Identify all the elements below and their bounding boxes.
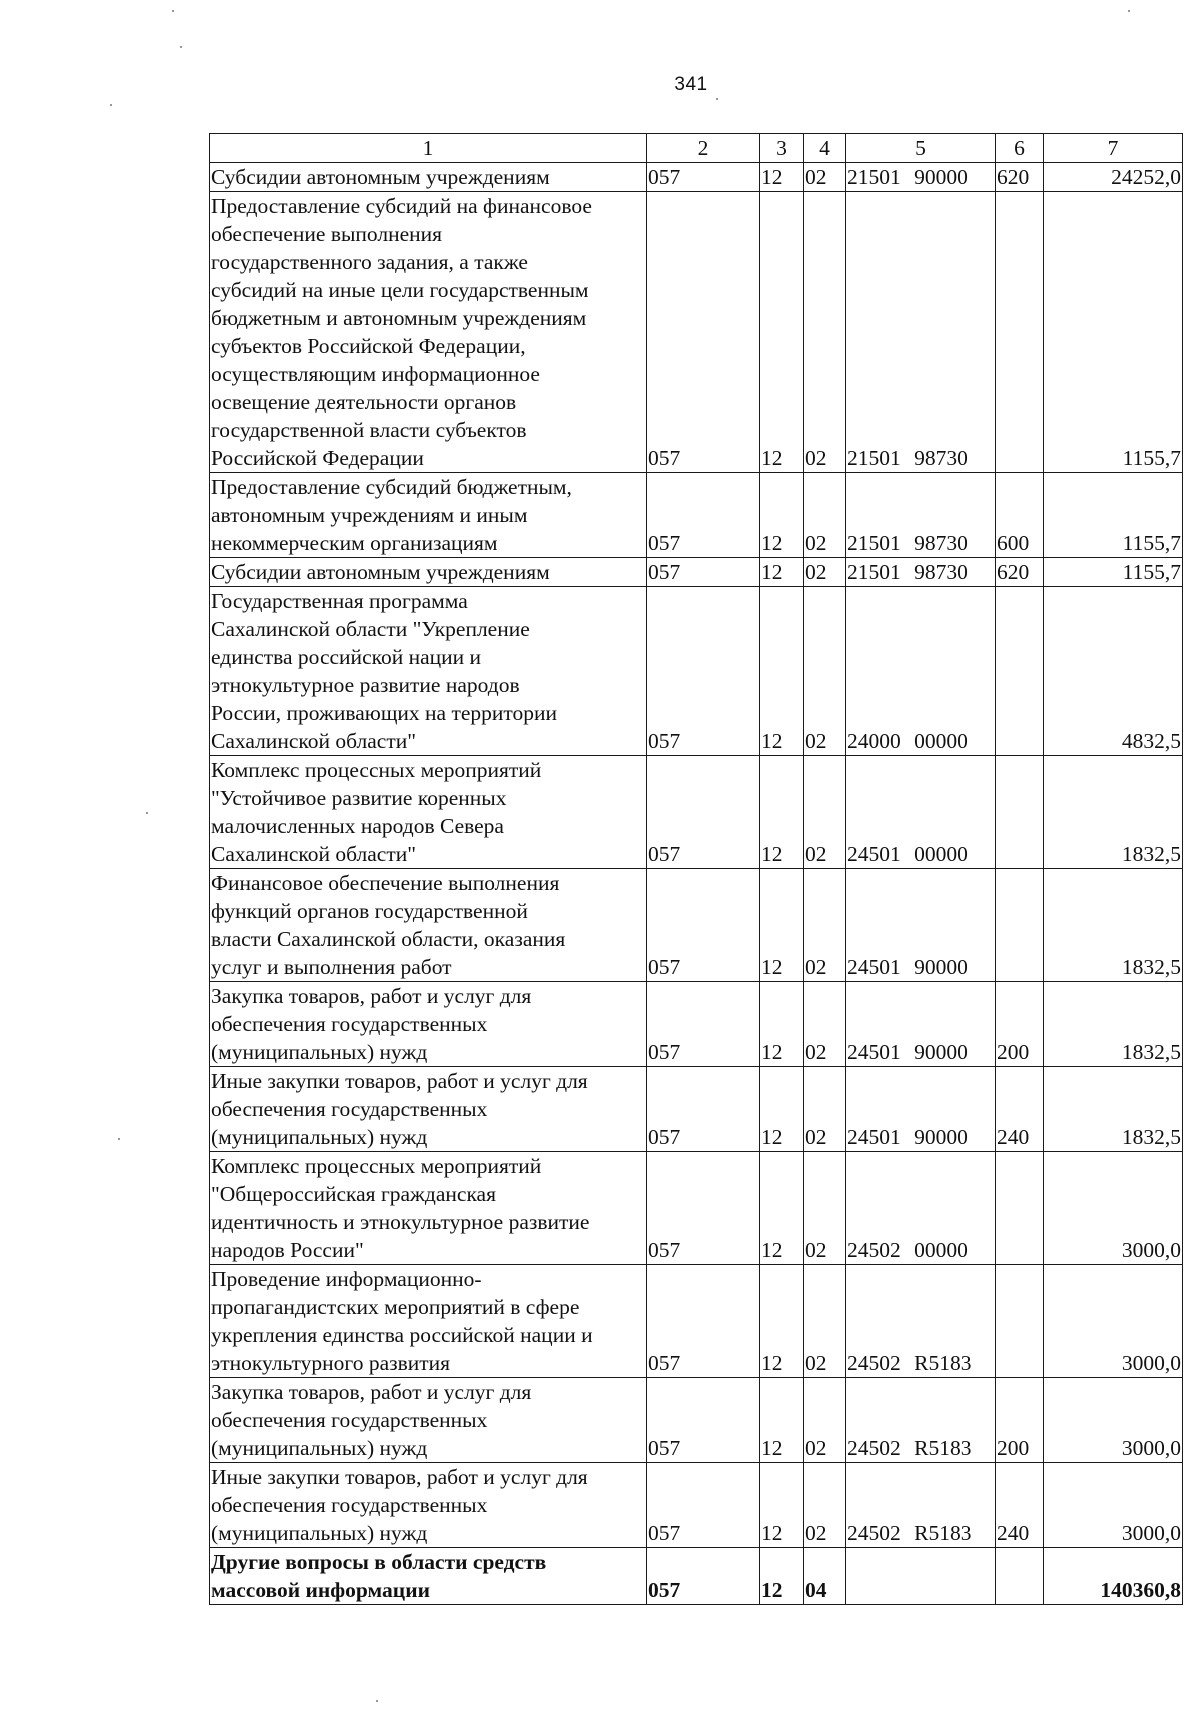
item-name-line: Государственная программа (211, 589, 468, 613)
item-name-line: идентичность и этнокультурное развитие (211, 1210, 590, 1234)
item-name-cell (210, 1067, 647, 1152)
item-name-line: обеспечения государственных (211, 1097, 488, 1121)
table-row (210, 1067, 1183, 1152)
section-cell: 12 (760, 192, 804, 473)
subsection-cell: 02 (804, 192, 846, 473)
admin-code-cell: 057 (647, 1463, 760, 1548)
section-cell: 12 (760, 473, 804, 558)
item-name-line: освещение деятельности органов (211, 390, 517, 414)
header-cell-2: 2 (647, 134, 760, 163)
item-name-line: Предоставление субсидий бюджетным, (211, 475, 572, 499)
table-row (210, 982, 1183, 1067)
table-row (210, 1265, 1183, 1378)
section-cell: 12 (760, 1463, 804, 1548)
item-name-line: Комплекс процессных мероприятий (211, 758, 542, 782)
target-article-cell: 24501 90000 (846, 1067, 996, 1152)
item-name-line: (муниципальных) нужд (211, 1040, 428, 1064)
scan-speck (146, 812, 148, 814)
target-article-cell: 24502 00000 (846, 1152, 996, 1265)
item-name-line: единства российской нации и (211, 645, 482, 669)
expense-type-cell (996, 756, 1044, 869)
table-row (210, 558, 1183, 587)
table-row (210, 1378, 1183, 1463)
scan-speck (172, 10, 174, 12)
item-name-line: Другие вопросы в области средств (211, 1550, 547, 1574)
item-name-line: России, проживающих на территории (211, 701, 558, 725)
subsection-cell: 02 (804, 1265, 846, 1378)
item-name-cell (210, 587, 647, 756)
expense-type-cell (996, 1152, 1044, 1265)
scan-speck (118, 1138, 120, 1140)
section-cell: 12 (760, 1548, 804, 1605)
item-name-line: (муниципальных) нужд (211, 1436, 428, 1460)
item-name-line: (муниципальных) нужд (211, 1125, 428, 1149)
target-article-cell: 21501 98730 (846, 558, 996, 587)
subsection-cell: 02 (804, 473, 846, 558)
item-name-line: Закупка товаров, работ и услуг для (211, 1380, 532, 1404)
amount-cell: 1832,5 (1044, 756, 1183, 869)
table-row (210, 869, 1183, 982)
admin-code-cell: 057 (647, 587, 760, 756)
budget-table (209, 133, 1183, 1605)
item-name-line: обеспечения государственных (211, 1493, 488, 1517)
item-name-line: этнокультурное развитие народов (211, 673, 520, 697)
item-name-line: автономным учреждениям и иным (211, 503, 528, 527)
scan-speck (180, 46, 182, 48)
subsection-cell: 02 (804, 163, 846, 192)
item-name-line: народов России" (211, 1238, 364, 1262)
table-row (210, 1548, 1183, 1605)
item-name-line: Иные закупки товаров, работ и услуг для (211, 1069, 588, 1093)
item-name-cell (210, 192, 647, 473)
item-name-cell (210, 163, 647, 192)
admin-code-cell: 057 (647, 1067, 760, 1152)
amount-cell: 3000,0 (1044, 1378, 1183, 1463)
scan-speck (376, 1700, 378, 1702)
table-row (210, 1463, 1183, 1548)
section-cell: 12 (760, 1067, 804, 1152)
item-name-line: государственного задания, а также (211, 250, 528, 274)
scan-speck (1128, 10, 1130, 12)
table-row (210, 756, 1183, 869)
item-name-line: субъектов Российской Федерации, (211, 334, 526, 358)
item-name-line: обеспечение выполнения (211, 222, 443, 246)
header-cell-6: 6 (996, 134, 1044, 163)
amount-cell: 4832,5 (1044, 587, 1183, 756)
header-cell-1: 1 (210, 134, 647, 163)
target-article-cell: 24501 90000 (846, 869, 996, 982)
item-name-line: Сахалинской области" (211, 842, 416, 866)
item-name-line: Сахалинской области "Укрепление (211, 617, 530, 641)
section-cell: 12 (760, 1265, 804, 1378)
item-name-line: Закупка товаров, работ и услуг для (211, 984, 532, 1008)
subsection-cell: 02 (804, 558, 846, 587)
table-row (210, 473, 1183, 558)
item-name-cell (210, 1548, 647, 1605)
section-cell: 12 (760, 756, 804, 869)
section-cell: 12 (760, 163, 804, 192)
header-row (210, 134, 1183, 163)
subsection-cell: 02 (804, 756, 846, 869)
table-row (210, 1152, 1183, 1265)
section-cell: 12 (760, 587, 804, 756)
target-article-cell (846, 1548, 996, 1605)
item-name-line: "Устойчивое развитие коренных (211, 786, 507, 810)
item-name-line: малочисленных народов Севера (211, 814, 504, 838)
section-cell: 12 (760, 558, 804, 587)
amount-cell: 1155,7 (1044, 473, 1183, 558)
item-name-cell (210, 1378, 647, 1463)
section-cell: 12 (760, 869, 804, 982)
section-cell: 12 (760, 982, 804, 1067)
amount-cell: 1832,5 (1044, 982, 1183, 1067)
target-article-cell: 24502 R5183 (846, 1463, 996, 1548)
item-name-line: услуг и выполнения работ (211, 955, 452, 979)
admin-code-cell: 057 (647, 756, 760, 869)
item-name-line: обеспечения государственных (211, 1408, 488, 1432)
expense-type-cell: 600 (996, 473, 1044, 558)
table-body (210, 134, 1183, 1605)
table-row (210, 163, 1183, 192)
subsection-cell: 02 (804, 587, 846, 756)
expense-type-cell (996, 1265, 1044, 1378)
admin-code-cell: 057 (647, 473, 760, 558)
item-name-line: Предоставление субсидий на финансовое (211, 194, 592, 218)
section-cell: 12 (760, 1378, 804, 1463)
item-name-line: власти Сахалинской области, оказания (211, 927, 566, 951)
item-name-cell (210, 869, 647, 982)
item-name-cell (210, 982, 647, 1067)
subsection-cell: 04 (804, 1548, 846, 1605)
admin-code-cell: 057 (647, 982, 760, 1067)
item-name-line: Российской Федерации (211, 446, 424, 470)
item-name-line: осуществляющим информационное (211, 362, 540, 386)
amount-cell: 3000,0 (1044, 1463, 1183, 1548)
header-cell-7: 7 (1044, 134, 1183, 163)
item-name-line: Иные закупки товаров, работ и услуг для (211, 1465, 588, 1489)
amount-cell: 1155,7 (1044, 558, 1183, 587)
item-name-line: этнокультурного развития (211, 1351, 451, 1375)
item-name-cell (210, 473, 647, 558)
subsection-cell: 02 (804, 869, 846, 982)
expense-type-cell: 620 (996, 558, 1044, 587)
subsection-cell: 02 (804, 1067, 846, 1152)
admin-code-cell: 057 (647, 869, 760, 982)
subsection-cell: 02 (804, 1463, 846, 1548)
amount-cell: 1832,5 (1044, 1067, 1183, 1152)
expense-type-cell (996, 587, 1044, 756)
admin-code-cell: 057 (647, 1265, 760, 1378)
amount-cell: 3000,0 (1044, 1152, 1183, 1265)
target-article-cell: 24502 R5183 (846, 1378, 996, 1463)
item-name-line: укрепления единства российской нации и (211, 1323, 593, 1347)
target-article-cell: 24000 00000 (846, 587, 996, 756)
item-name-line: некоммерческим организациям (211, 531, 498, 555)
target-article-cell: 21501 98730 (846, 473, 996, 558)
subsection-cell: 02 (804, 1152, 846, 1265)
item-name-line: "Общероссийская гражданская (211, 1182, 496, 1206)
expense-type-cell (996, 869, 1044, 982)
header-cell-3: 3 (760, 134, 804, 163)
item-name-line: Проведение информационно- (211, 1267, 482, 1291)
item-name-line: (муниципальных) нужд (211, 1521, 428, 1545)
table-row (210, 192, 1183, 473)
expense-type-cell (996, 1548, 1044, 1605)
expense-type-cell: 200 (996, 1378, 1044, 1463)
item-name-line: функций органов государственной (211, 899, 528, 923)
item-name-line: Сахалинской области" (211, 729, 416, 753)
target-article-cell: 24502 R5183 (846, 1265, 996, 1378)
expense-type-cell: 200 (996, 982, 1044, 1067)
item-name-line: обеспечения государственных (211, 1012, 488, 1036)
amount-cell: 140360,8 (1044, 1548, 1183, 1605)
admin-code-cell: 057 (647, 1548, 760, 1605)
page-number: 341 (674, 74, 708, 95)
admin-code-cell: 057 (647, 192, 760, 473)
expense-type-cell: 240 (996, 1067, 1044, 1152)
item-name-cell (210, 1152, 647, 1265)
header-cell-5: 5 (846, 134, 996, 163)
amount-cell: 1832,5 (1044, 869, 1183, 982)
amount-cell: 3000,0 (1044, 1265, 1183, 1378)
amount-cell: 1155,7 (1044, 192, 1183, 473)
item-name-line: Комплекс процессных мероприятий (211, 1154, 542, 1178)
item-name-line: Финансовое обеспечение выполнения (211, 871, 560, 895)
item-name-line: бюджетным и автономным учреждениям (211, 306, 587, 330)
expense-type-cell: 240 (996, 1463, 1044, 1548)
admin-code-cell: 057 (647, 163, 760, 192)
item-name-cell (210, 558, 647, 587)
expense-type-cell (996, 192, 1044, 473)
item-name-line: пропагандистских мероприятий в сфере (211, 1295, 580, 1319)
item-name-line: Субсидии автономным учреждениям (211, 560, 550, 584)
target-article-cell: 21501 98730 (846, 192, 996, 473)
scan-speck (716, 98, 718, 100)
item-name-cell (210, 756, 647, 869)
section-cell: 12 (760, 1152, 804, 1265)
item-name-line: массовой информации (211, 1578, 430, 1602)
amount-cell: 24252,0 (1044, 163, 1183, 192)
admin-code-cell: 057 (647, 1152, 760, 1265)
subsection-cell: 02 (804, 982, 846, 1067)
header-cell-4: 4 (804, 134, 846, 163)
admin-code-cell: 057 (647, 558, 760, 587)
subsection-cell: 02 (804, 1378, 846, 1463)
item-name-cell (210, 1265, 647, 1378)
admin-code-cell: 057 (647, 1378, 760, 1463)
target-article-cell: 24501 90000 (846, 982, 996, 1067)
scan-speck (110, 104, 112, 106)
expense-type-cell: 620 (996, 163, 1044, 192)
target-article-cell: 24501 00000 (846, 756, 996, 869)
table-row (210, 587, 1183, 756)
item-name-line: Субсидии автономным учреждениям (211, 165, 550, 189)
target-article-cell: 21501 90000 (846, 163, 996, 192)
item-name-line: субсидий на иные цели государственным (211, 278, 589, 302)
item-name-cell (210, 1463, 647, 1548)
item-name-line: государственной власти субъектов (211, 418, 527, 442)
